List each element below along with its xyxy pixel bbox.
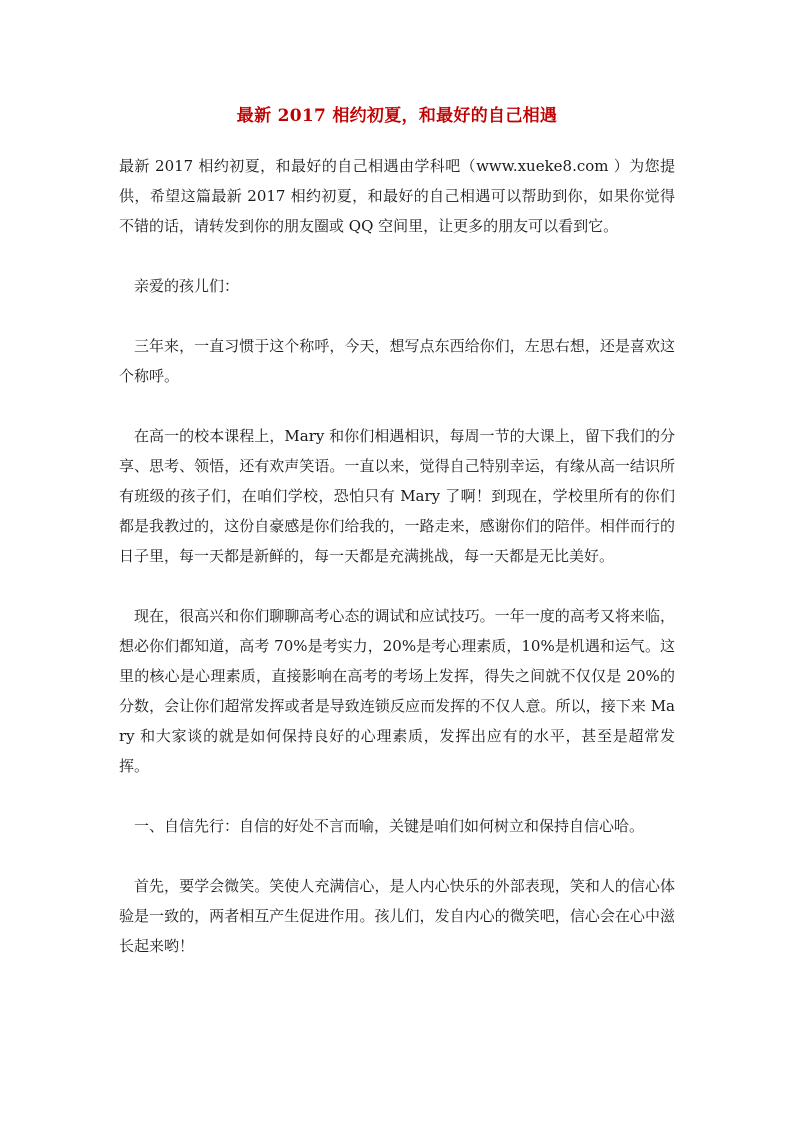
paragraph-gap <box>119 301 675 331</box>
body-paragraph-3: 现在，很高兴和你们聊聊高考心态的调试和应试技巧。一年一度的高考又将来临，想必你们都知道，高考 70%是考实力，20%是考心理素质，10%是机遇和运气。这里的核心是心理素质，直接影响在高考的考场上发挥，得失之间就不仅仅是 20%的分数，会让你们超常发挥或者是导致连锁反应而发挥的不仅人意。所以，接下来 Mary 和大家谈的就是如何保持良好的心理素质，发挥出应有的水平，甚至是超常发挥。 <box>119 607 675 775</box>
paragraph-gap <box>119 781 675 811</box>
document-page <box>119 103 675 961</box>
paragraph-gap <box>119 391 675 421</box>
body-paragraph-1: 三年来，一直习惯于这个称呼，今天，想写点东西给你们，左思右想，还是喜欢这个称呼。 <box>119 337 675 385</box>
greeting: 亲爱的孩儿们： <box>134 277 240 295</box>
section-heading-confidence: 一、自信先行：自信的好处不言而喻，关键是咱们如何树立和保持自信心哈。 <box>134 817 645 835</box>
document-title: 最新 2017 相约初夏，和最好的自己相遇 <box>236 106 558 126</box>
paragraph-gap <box>119 241 675 271</box>
body-paragraph-2: 在高一的校本课程上，Mary 和你们相遇相识，每周一节的大课上，留下我们的分享、思考、领悟，还有欢声笑语。一直以来，觉得自己特别幸运，有缘从高一结识所有班级的孩子们，在咱们学校，恐怕只有 Mary 了啊！到现在，学校里所有的你们都是我教过的，这份自豪感是你们给我的，一路走来，感谢你们的陪伴。相伴而行的日子里，每一天都是新鲜的，每一天都是充满挑战，每一天都是无比美好。 <box>119 427 675 565</box>
paragraph-gap <box>119 571 675 601</box>
body-paragraph-4: 首先，要学会微笑。笑使人充满信心，是人内心快乐的外部表现，笑和人的信心体验是一致的，两者相互产生促进作用。孩儿们，发自内心的微笑吧，信心会在心中滋长起来哟！ <box>119 877 675 955</box>
paragraph-gap <box>119 841 675 871</box>
intro-paragraph: 最新 2017 相约初夏，和最好的自己相遇由学科吧（www.xueke8.com ）为您提供，希望这篇最新 2017 相约初夏，和最好的自己相遇可以帮助到你，如果你觉得不错的话，请转发到你的朋友圈或 QQ 空间里，让更多的朋友可以看到它。 <box>119 157 675 235</box>
